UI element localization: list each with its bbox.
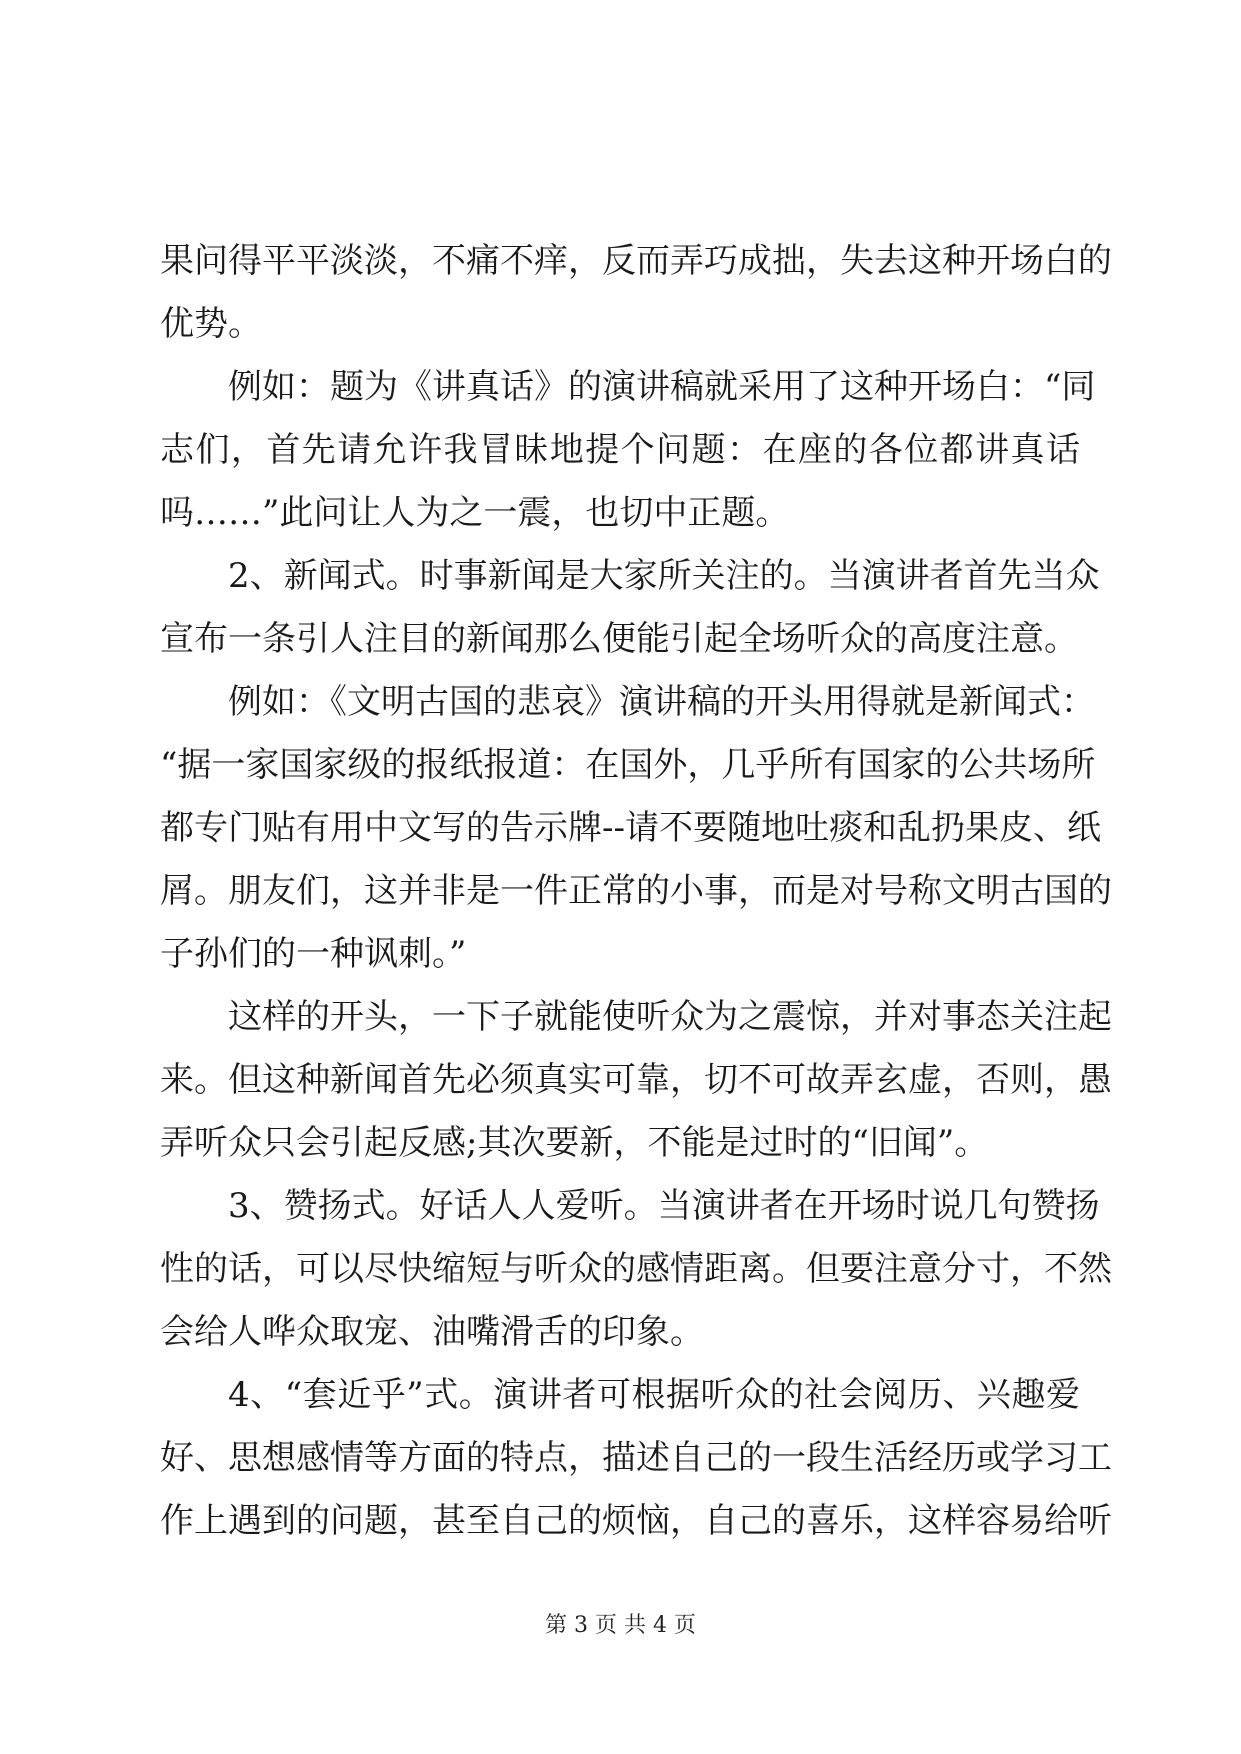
text-line: 这样的开头，一下子就能使听众为之震惊，并对事态关注起 — [228, 997, 1112, 1037]
text-line: 会给人哗众取宠、油嘴滑舌的印象。 — [160, 1312, 704, 1352]
text-line: 3、赞扬式。好话人人爱听。当演讲者在开场时说几句赞扬 — [228, 1186, 1100, 1226]
text-line: 优势。 — [160, 304, 262, 344]
text-line: 作上遇到的问题，甚至自己的烦恼，自己的喜乐，这样容易给听 — [160, 1501, 1112, 1541]
text-line: 果问得平平淡淡，不痛不痒，反而弄巧成拙，失去这种开场白的 — [160, 241, 1112, 281]
text-line: 好、思想感情等方面的特点，描述自己的一段生活经历或学习工 — [160, 1438, 1112, 1478]
text-line: 子孙们的一种讽刺。” — [160, 934, 467, 974]
text-line: 吗……”此问让人为之一震，也切中正题。 — [160, 493, 790, 533]
text-line: 来。但这种新闻首先必须真实可靠，切不可故弄玄虚，否则，愚 — [160, 1060, 1112, 1100]
text-line: 宣布一条引人注目的新闻那么便能引起全场听众的高度注意。 — [160, 619, 1078, 659]
text-line: 例如：《文明古国的悲哀》演讲稿的开头用得就是新闻式： — [228, 682, 1095, 722]
text-line: 2、新闻式。时事新闻是大家所关注的。当演讲者首先当众 — [228, 556, 1100, 596]
document-body — [160, 230, 1112, 1553]
page-footer: 第 3 页 共 4 页 — [545, 1613, 696, 1638]
text-line: 屑。朋友们，这并非是一件正常的小事，而是对号称文明古国的 — [160, 871, 1112, 911]
text-line: 例如：题为《讲真话》的演讲稿就采用了这种开场白：“同 — [228, 367, 1096, 407]
text-line: 4、“套近乎”式。演讲者可根据听众的社会阅历、兴趣爱 — [228, 1375, 1080, 1415]
text-line: 都专门贴有用中文写的告示牌--请不要随地吐痰和乱扔果皮、纸 — [160, 808, 1101, 848]
text-line: 弄听众只会引起反感;其次要新，不能是过时的“旧闻”。 — [160, 1123, 989, 1163]
text-line: 志们，首先请允许我冒昧地提个问题：在座的各位都讲真话 — [160, 430, 1080, 470]
text-line: 性的话，可以尽快缩短与听众的感情距离。但要注意分寸，不然 — [160, 1249, 1112, 1289]
text-line: “据一家国家级的报纸报道：在国外，几乎所有国家的公共场所 — [160, 745, 1096, 785]
